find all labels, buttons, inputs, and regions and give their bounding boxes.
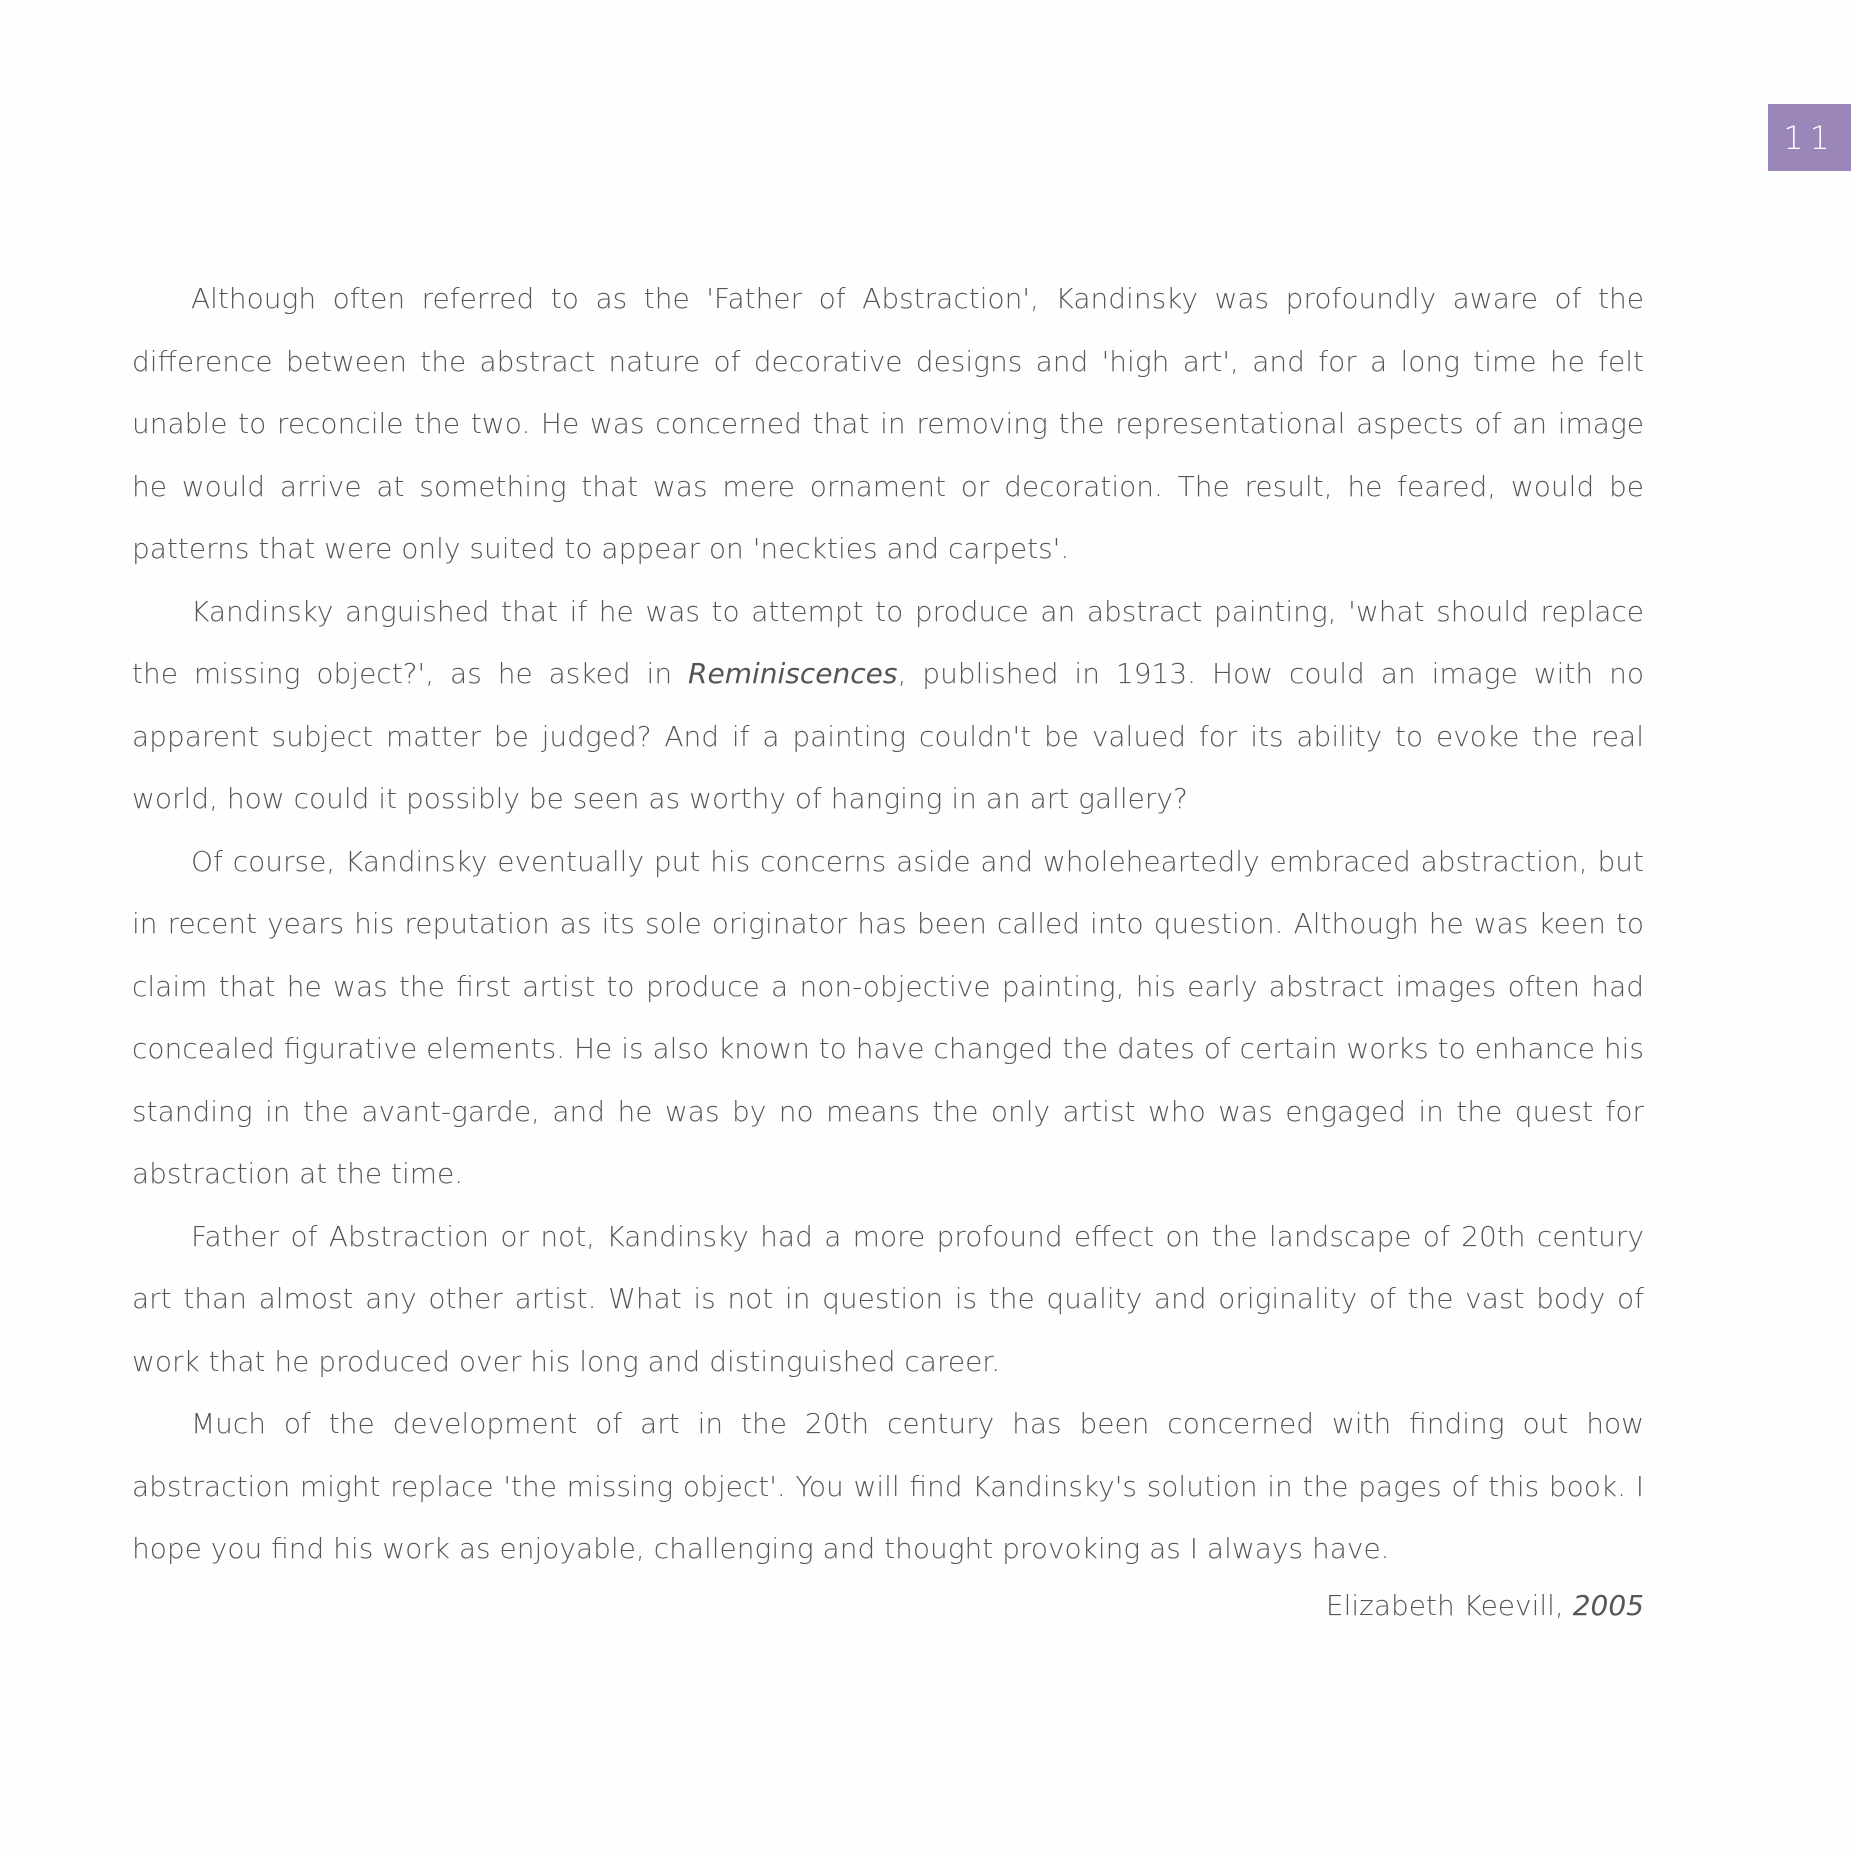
author-name: Elizabeth Keevill, bbox=[1325, 1589, 1573, 1622]
paragraph-5: Much of the development of art in the 20th century has been concerned with finding out how abstraction might replace 'the missing object'. You will find Kandinsky's solution in the pages of this book. I hope you find his work as enjoyable, challenging and thought provoking as I always have. bbox=[132, 1407, 1644, 1565]
page-number-tab bbox=[1768, 104, 1851, 171]
signature-year: 2005 bbox=[1572, 1589, 1644, 1622]
paragraph-4: Father of Abstraction or not, Kandinsky had a more profound effect on the landscape of 20th century art than almost any other artist. What is not in question is the quality and originality of the vast body of work that he produced over his long and distinguished career. bbox=[132, 1219, 1644, 1378]
essay-body bbox=[132, 268, 1644, 1581]
paragraph-1: Although often referred to as the 'Father of Abstraction', Kandinsky was profoundly aware of the difference between the abstract nature of decorative designs and 'high art', and for a long time he felt unable to reconcile the two. He was concerned that in removing the representational aspects of an image he would arrive at something that was mere ornament or decoration. The result, he feared, would be patterns that were only suited to appear on 'neckties and carpets'. bbox=[132, 282, 1644, 565]
page-number: 11 bbox=[1783, 118, 1836, 157]
paragraph-3: Of course, Kandinsky eventually put his concerns aside and wholeheartedly embraced abstraction, but in recent years his reputation as its sole originator has been called into question. Although he was keen to claim that he was the first artist to produce a non-objective painting, his early abstract images often had concealed figurative elements. He is also known to have changed the dates of certain works to enhance his standing in the avant-garde, and he was by no means the only artist who was engaged in the quest for abstraction at the time. bbox=[132, 844, 1644, 1190]
paragraph-2-text-b: , published in 1913. How could an image with no apparent subject matter be judged? And if a painting couldn't be valued for its ability to evoke the real world, how could it possibly be seen as worthy of hanging in an art gallery? bbox=[132, 657, 1644, 815]
paragraph-2 bbox=[132, 581, 1644, 831]
author-signature bbox=[1326, 1589, 1644, 1622]
book-title-reminiscences: Reminiscences bbox=[688, 657, 898, 690]
paragraph-2-text-a: Kandinsky anguished that if he was to attempt to produce an abstract painting, 'what should replace the missing object?', as he asked in bbox=[132, 594, 1644, 690]
